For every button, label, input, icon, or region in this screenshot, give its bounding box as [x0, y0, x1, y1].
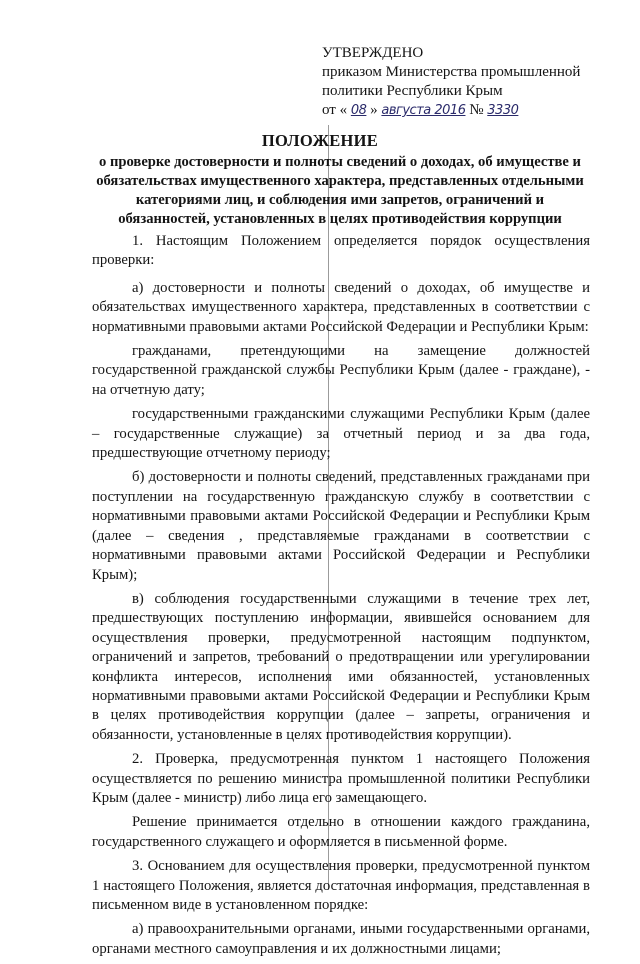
paragraph-decision: Решение принимается отдельно в отношении каждого гражданина, государственного служащего и оформляется в письменной форме.: [92, 814, 590, 850]
document-subtitle: о проверке достоверности и полноты сведений о доходах, об имуществе и обязательствах имущественного характера, представленных отдельными категориями лиц, и соблюдения ими запретов, ограничений и обязанностей, установленных в целях противодействия коррупции: [96, 154, 584, 227]
paragraph-3: 3. Основанием для осуществления проверки, предусмотренной пунктом 1 настоящего Положения, является достаточная информация, представленная в письменном виде в установленном порядке:: [92, 858, 590, 913]
date-month: августа 2016: [381, 103, 466, 118]
date-prefix: от «: [322, 102, 348, 118]
paragraph-1: 1. Настоящим Положением определяется порядок осуществления проверки:: [92, 233, 590, 269]
paragraph-1a: а) достоверности и полноты сведений о доходах, об имуществе и обязательствах имущественного характера, представленных в соответствии с нормативными правовыми актами Российской Федерации и Республики Крым:: [92, 279, 590, 335]
approval-order-line: приказом Министерства промышленной: [322, 64, 581, 80]
approval-block: [322, 44, 622, 120]
paragraph-citizens: гражданами, претендующими на замещение должностей государственной гражданской службы Республики Крым (далее - граждане), - на отчетную дату;: [92, 343, 590, 398]
paragraph-1v: в) соблюдения государственными служащими в течение трех лет, предшествующих поступлению информации, явившейся основанием для осуществления проверки, предусмотренной настоящим подпунктом, ограничений и запретов, требований о предотвращении или урегулировании конфликта интересов, исполнения ими обязанностей, установленных нормативными правовыми актами Российской Федерации и Республики Крым в целях противодействия коррупции (далее – запреты, ограничения и обязанности, установленные в целях противодействия коррупции).: [92, 590, 590, 743]
number-prefix: №: [469, 102, 484, 118]
date-mid: »: [370, 102, 378, 118]
document-body: [92, 232, 590, 964]
paragraph-3a: а) правоохранительными органами, иными государственными органами, органами местного самоуправления и их должностными лицами;: [92, 921, 590, 957]
document-title: ПОЛОЖЕНИЕ: [261, 131, 379, 150]
date-day: 08: [350, 103, 367, 118]
approval-heading: УТВЕРЖДЕНО: [322, 45, 424, 61]
order-number: 3330: [487, 103, 519, 118]
approval-ministry-line: политики Республики Крым: [322, 83, 503, 99]
paragraph-2: 2. Проверка, предусмотренная пунктом 1 настоящего Положения осуществляется по решению министра промышленной политики Республики Крым (далее - министр) либо лица его замещающего.: [92, 751, 590, 806]
paragraph-1b: б) достоверности и полноты сведений, представленных гражданами при поступлении на государственную гражданскую службу в соответствии с нормативными правовыми актами Российской Федерации и Республики Крым (далее – сведения , представляемые гражданами в соответствии с нормативными правовыми актами Российской Федерации и Республики Крым);: [92, 469, 590, 583]
approval-date-line: [322, 101, 622, 120]
paragraph-servants: государственными гражданскими служащими Республики Крым (далее – государственные служащие) за отчетный период и за два года, предшествующие отчетному периоду;: [92, 406, 590, 462]
